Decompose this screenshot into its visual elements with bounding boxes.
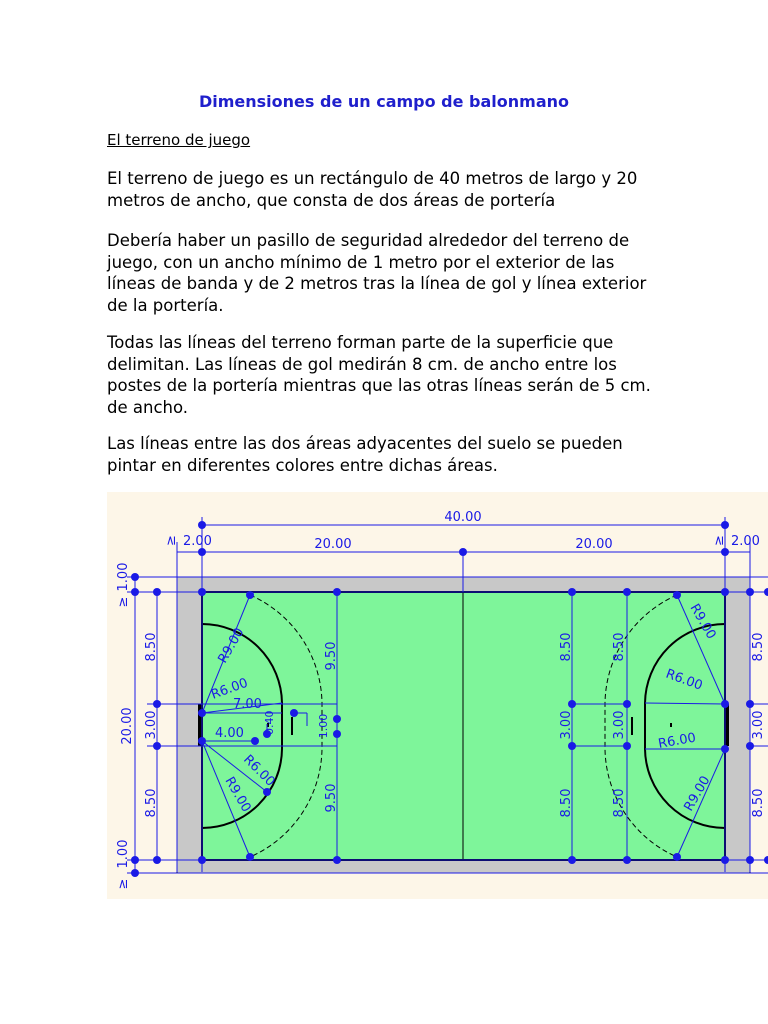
section-heading: El terreno de juego bbox=[107, 131, 251, 149]
label-far-3-00: 3.00 bbox=[751, 710, 766, 740]
label-right-8-50-top-a: 8.50 bbox=[559, 632, 574, 662]
label-left-8-50-top: 8.50 bbox=[144, 632, 159, 662]
court-diagram-svg bbox=[107, 492, 768, 899]
label-margin-ge-left: ≥ bbox=[164, 535, 179, 546]
label-half-right: 20.00 bbox=[575, 537, 613, 552]
label-width-total: 20.00 bbox=[120, 707, 135, 745]
paragraph-safety-zone: Debería haber un pasillo de seguridad alrededor del terreno de juego, con un ancho mínimo de 1 metro por el exterior de las líneas de banda y de 2 metros tras la línea de gol y línea exterior de la portería. bbox=[107, 231, 647, 315]
label-r9-bottom-right: R9.00 bbox=[681, 773, 714, 814]
page-title: Dimensiones de un campo de balonmano bbox=[198, 92, 570, 111]
court-diagram bbox=[107, 492, 768, 899]
paragraph-dimensions: El terreno de juego es un rectángulo de 40 metros de largo y 20 metros de ancho, que consta de dos áreas de portería bbox=[107, 169, 638, 210]
label-r6-top-right: R6.00 bbox=[663, 666, 705, 694]
label-r9-bottom-left: R9.00 bbox=[221, 774, 254, 815]
label-r9-top-left: R9.00 bbox=[215, 625, 248, 666]
label-right-8-50-bottom-b: 8.50 bbox=[612, 788, 627, 818]
paragraph-colors: Las líneas entre las dos áreas adyacentes del suelo se pueden pintar en diferentes colores entre dichas áreas. bbox=[107, 434, 623, 475]
goalkeeper-mark-right bbox=[670, 723, 672, 727]
label-half-left: 20.00 bbox=[314, 537, 352, 552]
label-right-3-00-a: 3.00 bbox=[559, 710, 574, 740]
label-r6-bottom-left: R6.00 bbox=[240, 752, 278, 790]
label-left-9-50-top: 9.50 bbox=[324, 641, 339, 671]
label-right-8-50-top-b: 8.50 bbox=[612, 632, 627, 662]
label-side-ge-bottom: ≥ bbox=[116, 878, 131, 890]
label-r6-mid-right: R6.00 bbox=[657, 730, 698, 752]
label-d040: 0.40 bbox=[263, 710, 276, 735]
label-r6-top-left: R6.00 bbox=[209, 675, 251, 703]
label-d7: 7.00 bbox=[233, 697, 262, 712]
paragraph-lines: Todas las líneas del terreno forman parte de la superficie que delimitan. Las líneas de gol medirán 8 cm. de ancho entre los postes de la portería mientras que las otras líneas serán de 5 cm. de ancho. bbox=[107, 333, 651, 417]
goal-right bbox=[725, 704, 729, 746]
label-r9-top-right: R9.00 bbox=[686, 601, 719, 642]
label-far-8-50-top: 8.50 bbox=[751, 632, 766, 662]
label-left-1-00: 1.00 bbox=[317, 713, 330, 739]
label-side-top: 1.00 bbox=[116, 562, 131, 592]
label-margin-left: 2.00 bbox=[183, 534, 212, 549]
label-margin-ge-right: ≥ bbox=[712, 535, 727, 546]
label-side-ge-top: ≥ bbox=[116, 596, 131, 608]
label-right-8-50-bottom-a: 8.50 bbox=[559, 788, 574, 818]
label-left-9-50-bottom: 9.50 bbox=[324, 783, 339, 813]
label-far-8-50-bottom: 8.50 bbox=[751, 788, 766, 818]
label-d4: 4.00 bbox=[215, 726, 244, 741]
label-right-3-00-b: 3.00 bbox=[612, 710, 627, 740]
label-margin-right: 2.00 bbox=[731, 534, 760, 549]
label-left-3-00: 3.00 bbox=[144, 710, 159, 740]
label-left-8-50-bottom: 8.50 bbox=[144, 788, 159, 818]
label-side-bottom: 1.00 bbox=[116, 839, 131, 869]
label-total-length: 40.00 bbox=[444, 510, 482, 525]
